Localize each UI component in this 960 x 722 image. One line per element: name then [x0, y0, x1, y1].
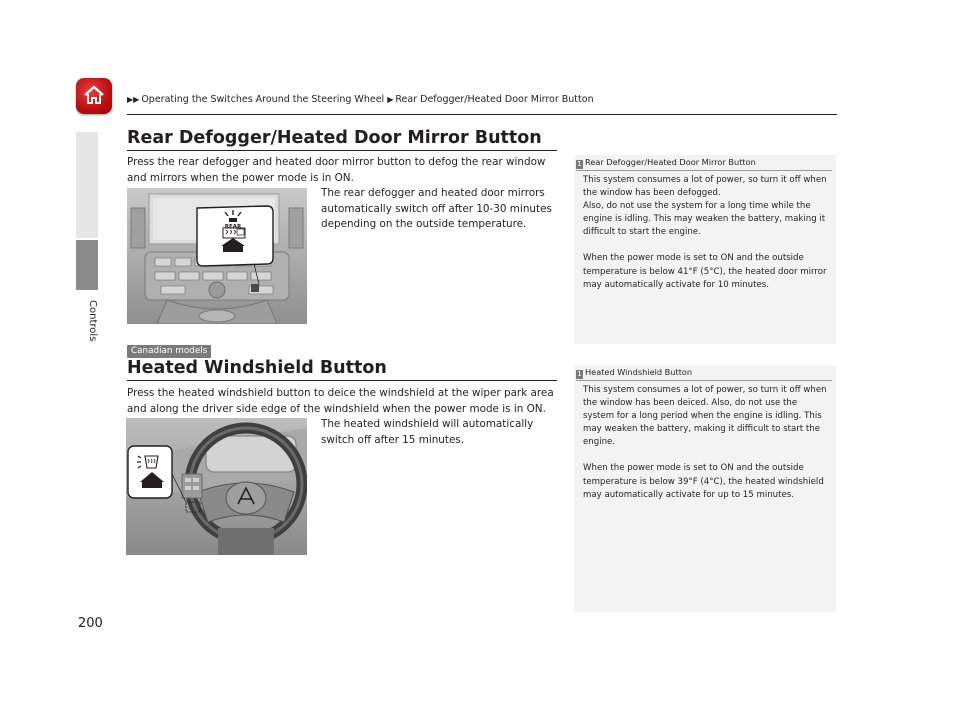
- section-title-rear-defogger: Rear Defogger/Heated Door Mirror Button: [127, 128, 542, 148]
- note2-number-badge: 1: [577, 370, 582, 378]
- side-tab-text: Controls: [87, 300, 98, 342]
- note2-paragraph-2: When the power mode is set to ON and the outside temperature is below 39°F (4°C), the heated windshield may automatically activate for up to 15 minutes.: [583, 463, 824, 500]
- side-tab-marker[interactable]: [76, 240, 98, 290]
- note1-number-badge: 1: [577, 160, 582, 168]
- breadcrumb-level1[interactable]: Operating the Switches Around the Steering Wheel: [141, 94, 385, 105]
- note1-title: [576, 157, 756, 169]
- rear-button-label: REAR: [224, 224, 242, 230]
- note1-paragraph-2: When the power mode is set to ON and the outside temperature is below 41°F (5°C), the heated door mirror may automatically activate for 10 minutes.: [583, 253, 827, 290]
- note1-paragraph-1: This system consumes a lot of power, so turn it off when the window has been defogged. Also, do not use the system for a long time while the engine is idling. This may weaken the battery, making it difficult to start the engine.: [583, 175, 827, 238]
- heated-windshield-illustration: [126, 418, 307, 555]
- side-tab-background: [76, 132, 98, 238]
- note2-body: [583, 384, 829, 515]
- breadcrumb: [127, 94, 594, 105]
- section-title-heated-windshield: Heated Windshield Button: [127, 358, 387, 378]
- section-divider: [127, 380, 557, 381]
- note2-divider: [576, 380, 832, 381]
- section2-detail: The heated windshield will automatically switch off after 15 minutes.: [321, 418, 534, 446]
- note2-title-text: Heated Windshield Button: [585, 367, 693, 377]
- breadcrumb-level2[interactable]: Rear Defogger/Heated Door Mirror Button: [395, 94, 594, 105]
- breadcrumb-arrow-icon: ▶: [387, 95, 394, 104]
- note1-divider: [576, 170, 832, 171]
- section1-detail: The rear defogger and heated door mirrors automatically switch off after 10-30 minutes depending on the outside temperature.: [321, 187, 552, 230]
- home-icon: [82, 83, 106, 107]
- breadcrumb-arrow-icon: ▶▶: [127, 95, 140, 104]
- section1-intro: Press the rear defogger and heated door mirror button to defog the rear window and mirrors when the power mode is in ON.: [127, 156, 546, 184]
- header-divider: [127, 114, 837, 115]
- canadian-models-tag: Canadian models: [127, 345, 211, 358]
- home-button[interactable]: [76, 78, 112, 114]
- note1-title-text: Rear Defogger/Heated Door Mirror Button: [585, 157, 756, 167]
- note2-paragraph-1: This system consumes a lot of power, so turn it off when the window has been deiced. Also, do not use the system for a long period when the engine is idling. This may weaken the battery, making it difficult to start the engine.: [583, 385, 827, 448]
- side-tab-label: [68, 300, 108, 360]
- section-divider: [127, 150, 557, 151]
- page-number: 200: [78, 616, 103, 631]
- rear-defogger-illustration: [127, 188, 307, 324]
- note1-body: [583, 174, 829, 305]
- note2-title: [576, 367, 692, 379]
- section2-intro: Press the heated windshield button to deice the windshield at the wiper park area and along the driver side edge of the windshield when the power mode is in ON.: [127, 387, 554, 415]
